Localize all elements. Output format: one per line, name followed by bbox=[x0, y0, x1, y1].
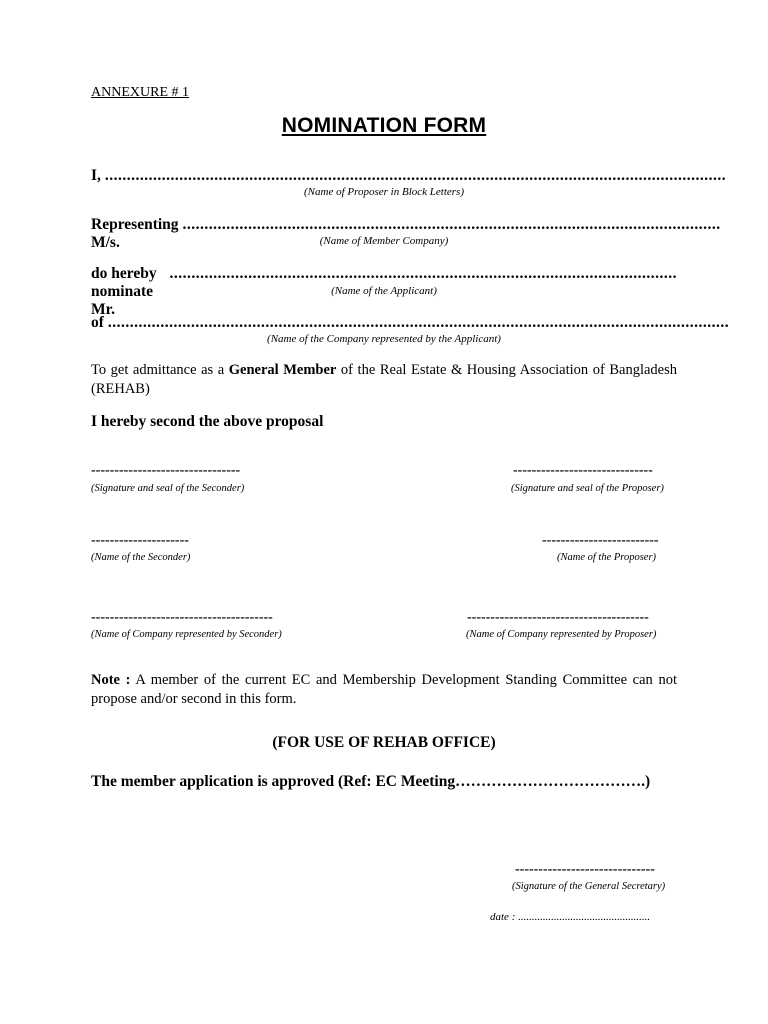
admittance-suffix: of the Real Estate & Housing Association of Bangladesh (REHAB) bbox=[91, 362, 677, 397]
proposer-field-dots[interactable]: .............................................................................................................................................. bbox=[104, 167, 727, 184]
proposer-company-caption: (Name of Company represented by Proposer) bbox=[466, 629, 657, 640]
note-text: A member of the current EC and Membership Development Standing Committee can not propose and/or second in this form. bbox=[91, 672, 677, 707]
member-company-field-caption: (Name of Member Company) bbox=[319, 235, 449, 247]
proposer-field-label: I, bbox=[91, 167, 101, 184]
member-company-field-dots[interactable]: ........................................................................................................................... bbox=[182, 216, 721, 233]
seconder-company-caption: (Name of Company represented by Seconder) bbox=[91, 629, 282, 640]
applicant-company-field-label: of bbox=[91, 314, 104, 331]
seconder-signature-caption: (Signature and seal of the Seconder) bbox=[91, 483, 245, 494]
note-paragraph bbox=[91, 671, 677, 709]
admittance-bold: General Member bbox=[228, 362, 337, 378]
seconder-company-line[interactable]: --------------------------------------- bbox=[91, 610, 273, 625]
second-statement: I hereby second the above proposal bbox=[91, 413, 324, 430]
proposer-field-caption: (Name of Proposer in Block Letters) bbox=[304, 186, 464, 198]
applicant-company-field-dots[interactable]: .............................................................................................................................................. bbox=[107, 314, 730, 331]
seconder-name-caption: (Name of the Seconder) bbox=[91, 552, 191, 563]
office-use-heading: (FOR USE OF REHAB OFFICE) bbox=[272, 734, 496, 751]
page-title: NOMINATION FORM bbox=[281, 114, 487, 137]
member-company-field-label: Representing M/s. bbox=[91, 216, 179, 251]
proposer-company-line[interactable]: --------------------------------------- bbox=[467, 610, 649, 625]
applicant-company-field[interactable] bbox=[91, 314, 730, 332]
proposer-signature-caption: (Signature and seal of the Proposer) bbox=[511, 483, 664, 494]
approval-line[interactable]: The member application is approved (Ref: EC Meeting……………………………….) bbox=[91, 773, 651, 790]
note-label: Note : bbox=[91, 672, 131, 688]
date-field[interactable]: date : ................................................ bbox=[490, 911, 651, 923]
proposer-name-line[interactable]: ------------------------- bbox=[542, 533, 659, 548]
applicant-field-dots[interactable]: .................................................................................................................... bbox=[169, 265, 677, 282]
proposer-field[interactable] bbox=[91, 167, 727, 185]
applicant-field-caption: (Name of the Applicant) bbox=[331, 285, 437, 297]
admittance-prefix: To get admittance as a bbox=[91, 362, 225, 378]
annexure-label: ANNEXURE # 1 bbox=[91, 85, 189, 100]
seconder-signature-line[interactable]: -------------------------------- bbox=[91, 463, 241, 478]
applicant-field-label: do hereby nominate Mr. bbox=[91, 265, 157, 318]
proposer-signature-line[interactable]: ------------------------------ bbox=[513, 463, 653, 478]
admittance-paragraph bbox=[91, 361, 677, 399]
general-secretary-signature-line[interactable]: ------------------------------ bbox=[515, 862, 655, 877]
applicant-company-field-caption: (Name of the Company represented by the Applicant) bbox=[267, 333, 501, 345]
general-secretary-caption: (Signature of the General Secretary) bbox=[512, 881, 666, 892]
seconder-name-line[interactable]: --------------------- bbox=[91, 533, 189, 548]
proposer-name-caption: (Name of the Proposer) bbox=[557, 552, 657, 563]
